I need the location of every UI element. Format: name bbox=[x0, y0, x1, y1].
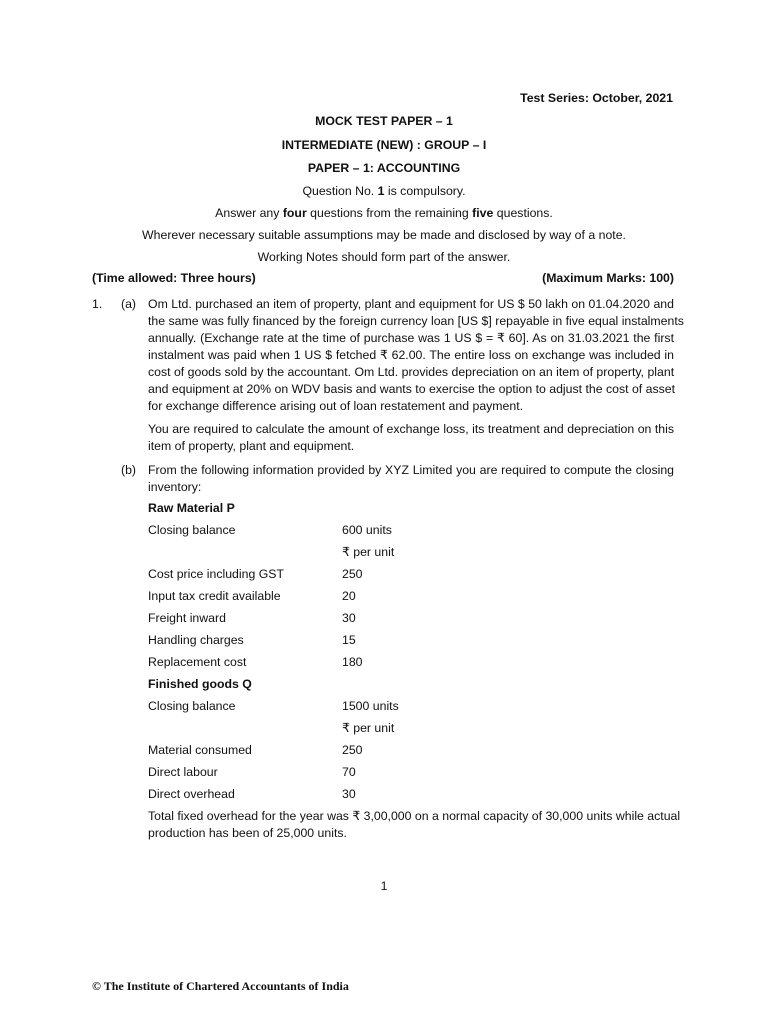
question-part-b-label: (b) bbox=[121, 463, 137, 477]
table-row bbox=[148, 544, 548, 561]
table-row bbox=[148, 588, 548, 605]
row-label: Replacement cost bbox=[148, 655, 247, 669]
question-part-a-text bbox=[148, 296, 684, 415]
text-line: You are required to calculate the amount of exchange loss, its treatment and depreciation on this bbox=[148, 422, 674, 436]
table-row bbox=[148, 698, 548, 715]
row-value: 180 bbox=[342, 655, 363, 669]
instruction-text: questions from the remaining bbox=[306, 206, 473, 220]
row-value: ₹ per unit bbox=[342, 545, 395, 559]
test-series-label: Test Series: October, 2021 bbox=[520, 91, 673, 105]
row-value: 1500 units bbox=[342, 699, 399, 713]
time-allowed: (Time allowed: Three hours) bbox=[92, 271, 256, 285]
text-line: the same was fully financed by the foreign currency loan [US $] repayable in five equal instalments bbox=[148, 314, 684, 328]
text-line: item of property, plant and equipment. bbox=[148, 439, 355, 453]
row-value: 30 bbox=[342, 611, 356, 625]
text-line: production has been of 25,000 units. bbox=[148, 826, 347, 840]
table-row bbox=[148, 566, 548, 583]
instruction-text: is compulsory. bbox=[384, 184, 466, 198]
paper-title-mock: MOCK TEST PAPER – 1 bbox=[315, 114, 453, 128]
question-part-a-label: (a) bbox=[121, 297, 137, 311]
table-row bbox=[148, 786, 548, 803]
table-row bbox=[148, 632, 548, 649]
copyright-footer: © The Institute of Chartered Accountants of India bbox=[92, 979, 349, 993]
row-label: Closing balance bbox=[148, 523, 236, 537]
table-row bbox=[148, 764, 548, 781]
time-marks-row bbox=[92, 270, 674, 287]
instruction-compulsory bbox=[0, 183, 768, 200]
text-line: for exchange difference arising out of loan restatement and payment. bbox=[148, 399, 524, 413]
text-line: instalment was paid when 1 US $ fetched ₹ 62.00. The entire loss on exchange was included in bbox=[148, 348, 674, 362]
row-label: Material consumed bbox=[148, 743, 252, 757]
finished-goods-heading: Finished goods Q bbox=[148, 677, 252, 691]
text-line: and equipment at 20% on WDV basis and wants to exercise the option to adjust the cost of asset bbox=[148, 382, 676, 396]
instruction-bold: four bbox=[282, 206, 307, 220]
instruction-text: Answer any bbox=[215, 206, 283, 220]
table-row bbox=[148, 654, 548, 671]
paper-title-subject: PAPER – 1: ACCOUNTING bbox=[307, 161, 461, 175]
paper-title-group: INTERMEDIATE (NEW) : GROUP – I bbox=[281, 138, 487, 152]
row-label: Input tax credit available bbox=[148, 589, 281, 603]
row-value: 20 bbox=[342, 589, 356, 603]
row-label: Freight inward bbox=[148, 611, 226, 625]
question-part-a-requirement bbox=[148, 421, 674, 455]
row-label: Direct overhead bbox=[148, 787, 235, 801]
instruction-text: Question No. bbox=[302, 184, 378, 198]
row-value: 70 bbox=[342, 765, 356, 779]
table-row bbox=[148, 742, 548, 759]
text-line: From the following information provided by XYZ Limited you are required to compute the closing bbox=[148, 463, 674, 477]
question-number: 1. bbox=[92, 297, 103, 311]
text-line: annually. (Exchange rate at the time of purchase was 1 US $ = ₹ 60]. As on 31.03.2021 the first bbox=[148, 331, 674, 345]
row-value: 250 bbox=[342, 567, 363, 581]
text-line: Om Ltd. purchased an item of property, plant and equipment for US $ 50 lakh on 01.04.2020 and bbox=[148, 297, 674, 311]
table-row bbox=[148, 720, 548, 737]
instruction-assumptions: Wherever necessary suitable assumptions may be made and disclosed by way of a note. bbox=[142, 228, 626, 242]
row-label: Handling charges bbox=[148, 633, 244, 647]
instruction-working-notes: Working Notes should form part of the answer. bbox=[257, 250, 511, 264]
instruction-answer-any bbox=[0, 205, 768, 222]
fixed-overhead-text bbox=[148, 808, 681, 842]
row-label: Closing balance bbox=[148, 699, 236, 713]
row-value: 30 bbox=[342, 787, 356, 801]
table-row bbox=[148, 522, 548, 539]
text-line: cost of goods sold by the accountant. Om Ltd. provides depreciation on an item of property, plant bbox=[148, 365, 675, 379]
instruction-bold: 1 bbox=[377, 184, 385, 198]
maximum-marks: (Maximum Marks: 100) bbox=[542, 271, 674, 285]
row-value: 15 bbox=[342, 633, 356, 647]
raw-material-heading: Raw Material P bbox=[148, 501, 235, 515]
page-number: 1 bbox=[380, 879, 388, 893]
instruction-bold: five bbox=[472, 206, 494, 220]
row-label: Direct labour bbox=[148, 765, 218, 779]
row-value: ₹ per unit bbox=[342, 721, 395, 735]
text-line: Total fixed overhead for the year was ₹ 3,00,000 on a normal capacity of 30,000 units while actual bbox=[148, 809, 681, 823]
row-label: Cost price including GST bbox=[148, 567, 285, 581]
question-part-b-text bbox=[148, 462, 674, 496]
row-value: 250 bbox=[342, 743, 363, 757]
table-row bbox=[148, 610, 548, 627]
instruction-text: questions. bbox=[493, 206, 553, 220]
text-line: inventory: bbox=[148, 480, 202, 494]
row-value: 600 units bbox=[342, 523, 392, 537]
